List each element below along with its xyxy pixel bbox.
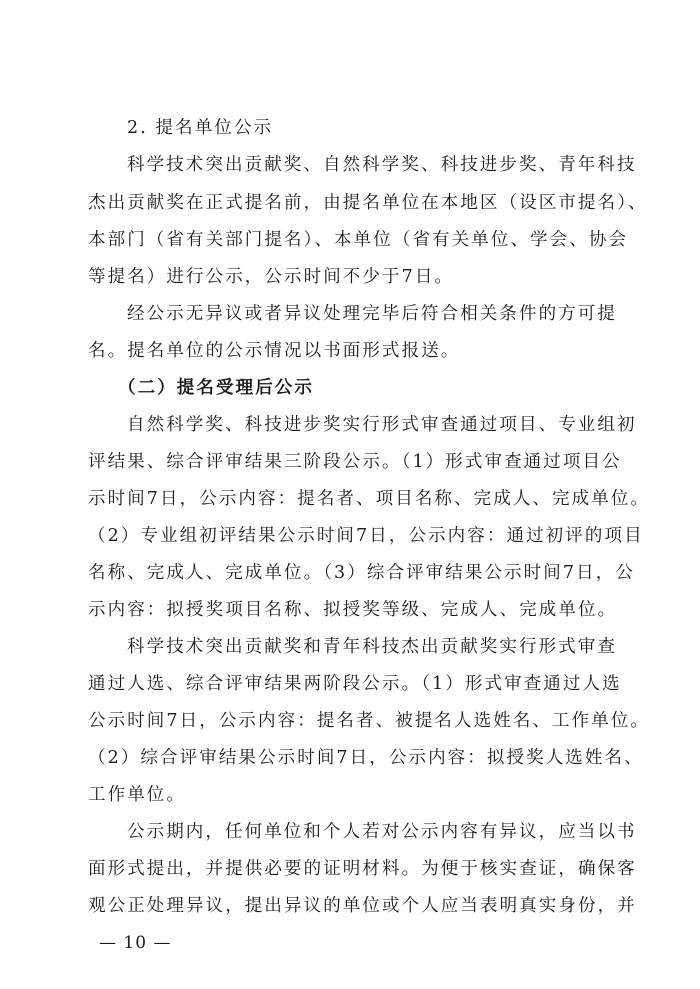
paragraph-line: 名称、完成人、完成单位。（3）综合评审结果公示时间7日，公 (88, 563, 635, 583)
paragraph-line: 工作单位。 (88, 785, 186, 805)
page-number: — 10 — (99, 933, 172, 953)
paragraph-line: 名。提名单位的公示情况以书面形式报送。 (88, 341, 461, 361)
paragraph-line: 科学技术突出贡献奖和青年科技杰出贡献奖实行形式审查 (127, 637, 617, 657)
paragraph-line: 经公示无异议或者异议处理完毕后符合相关条件的方可提 (127, 304, 617, 324)
paragraph-line: 示时间7日，公示内容：提名者、项目名称、完成人、完成单位。 (88, 489, 651, 509)
paragraph-line: 观公正处理异议，提出异议的单位或个人应当表明真实身份，并 (88, 896, 637, 916)
paragraph-line: （2）专业组初评结果公示时间7日，公示内容：通过初评的项目 (88, 526, 644, 546)
paragraph-line: 科学技术突出贡献奖、自然科学奖、科技进步奖、青年科技 (127, 155, 637, 175)
subheading: （二）提名受理后公示 (118, 378, 314, 398)
paragraph-line: 公示时间7日，公示内容：提名者、被提名人选姓名、工作单位。 (88, 711, 651, 731)
paragraph-line: 杰出贡献奖在正式提名前，由提名单位在本地区（设区市提名）、 (88, 193, 648, 213)
paragraph-line: 等提名）进行公示，公示时间不少于7日。 (88, 267, 455, 287)
section-heading: 2. 提名单位公示 (127, 118, 274, 138)
paragraph-line: 示内容：拟授奖项目名称、拟授奖等级、完成人、完成单位。 (88, 600, 618, 620)
paragraph-line: （2）综合评审结果公示时间7日，公示内容：拟授奖人选姓名、 (88, 748, 644, 768)
paragraph-line: 面形式提出，并提供必要的证明材料。为便于核实查证，确保客 (88, 859, 637, 879)
paragraph-line: 通过人选、综合评审结果两阶段公示。（1）形式审查通过人选 (88, 674, 622, 694)
paragraph-line: 公示期内，任何单位和个人若对公示内容有异议，应当以书 (127, 822, 637, 842)
paragraph-line: 评结果、综合评审结果三阶段公示。（1）形式审查通过项目公 (88, 452, 622, 472)
paragraph-line: 本部门（省有关部门提名）、本单位（省有关单位、学会、协会 (88, 230, 629, 250)
paragraph-line: 自然科学奖、科技进步奖实行形式审查通过项目、专业组初 (127, 415, 637, 435)
